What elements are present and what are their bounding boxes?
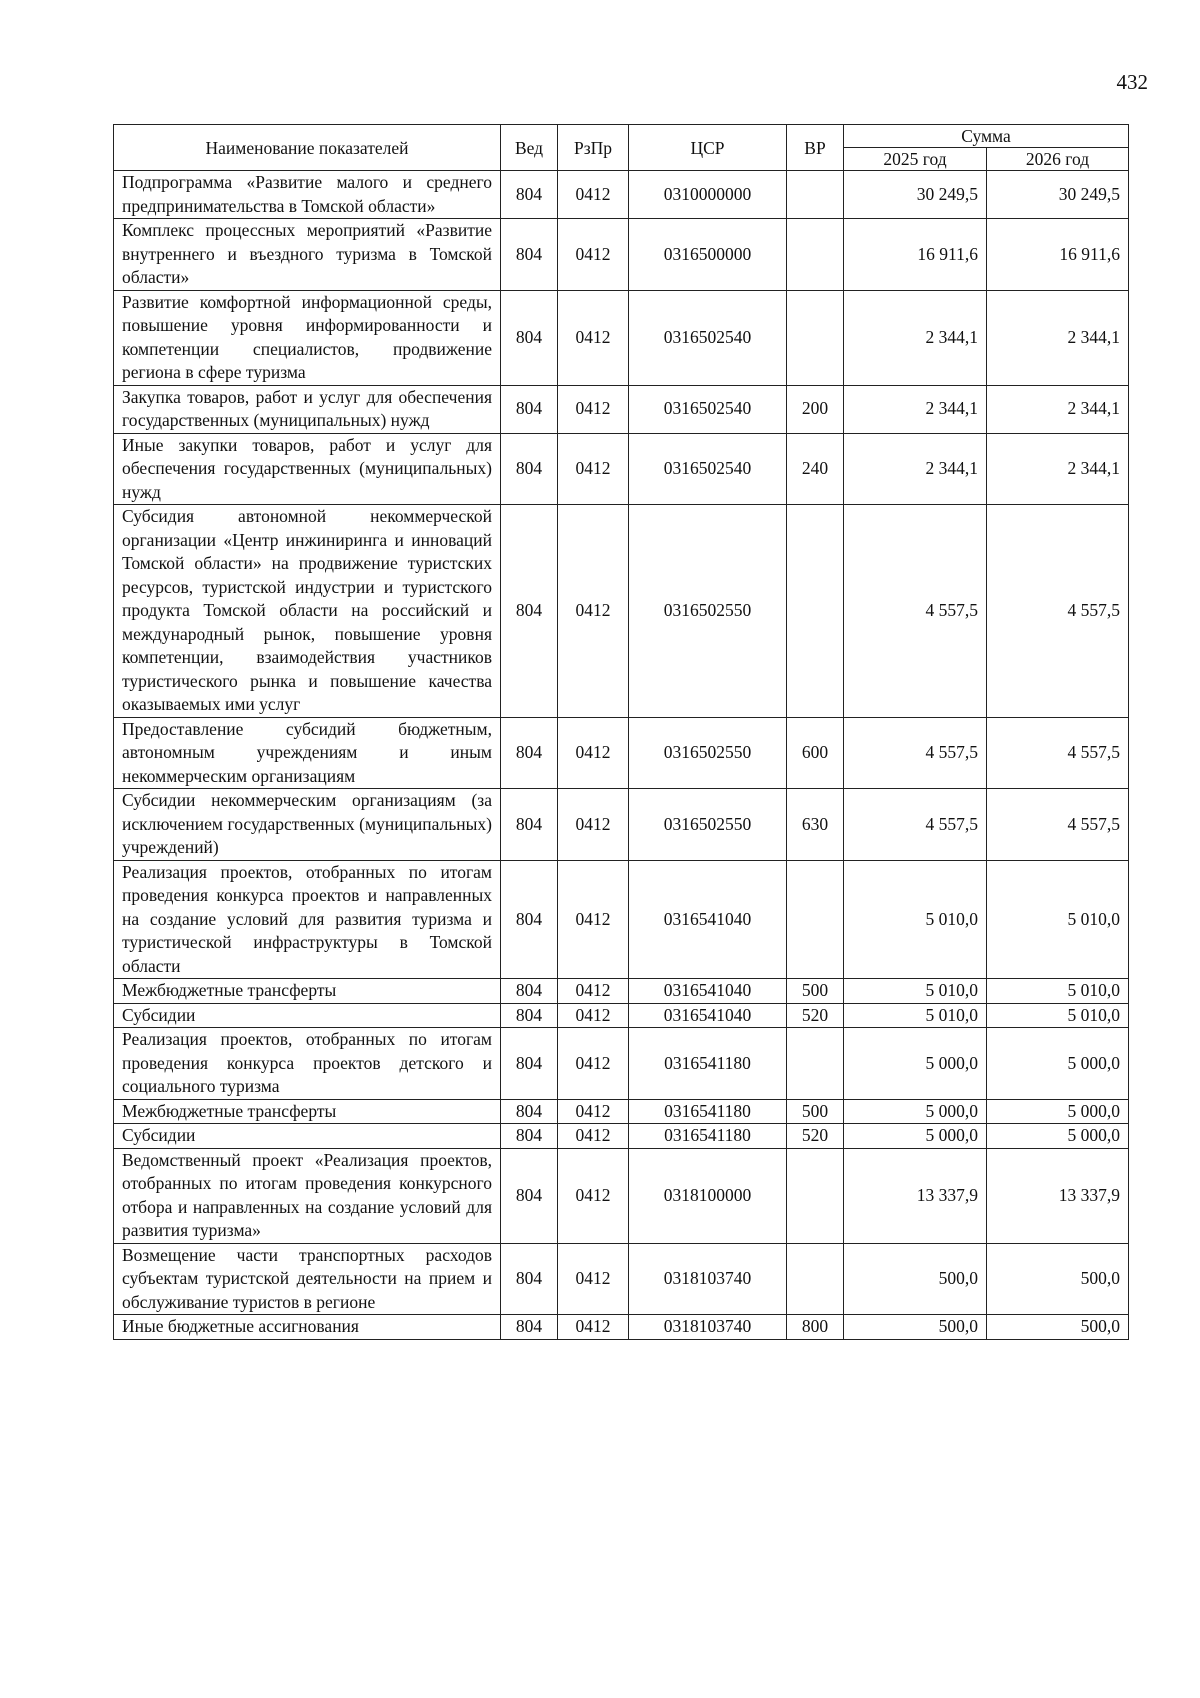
table-row (114, 1003, 1129, 1028)
cell-rzpr: 0412 (558, 717, 629, 789)
cell-sum-2025: 2 344,1 (844, 290, 987, 385)
cell-sum-2026: 5 000,0 (987, 1099, 1129, 1124)
cell-csr: 0316502540 (629, 290, 787, 385)
table-row (114, 290, 1129, 385)
cell-ved: 804 (501, 385, 558, 433)
cell-name: Комплекс процессных мероприятий «Развитие внутреннего и въездного туризма в Томской области» (114, 219, 501, 291)
cell-rzpr: 0412 (558, 1003, 629, 1028)
header-csr: ЦСР (629, 125, 787, 171)
cell-sum-2025: 500,0 (844, 1243, 987, 1315)
cell-name: Межбюджетные трансферты (114, 979, 501, 1004)
table-row (114, 979, 1129, 1004)
cell-rzpr: 0412 (558, 385, 629, 433)
table-row (114, 1148, 1129, 1243)
cell-sum-2025: 4 557,5 (844, 717, 987, 789)
cell-csr: 0316500000 (629, 219, 787, 291)
table-row (114, 505, 1129, 718)
table-row (114, 1124, 1129, 1149)
cell-sum-2025: 5 000,0 (844, 1028, 987, 1100)
cell-rzpr: 0412 (558, 1243, 629, 1315)
cell-sum-2026: 4 557,5 (987, 505, 1129, 718)
cell-csr: 0316502550 (629, 717, 787, 789)
header-year-2026: 2026 год (987, 148, 1129, 171)
cell-name: Реализация проектов, отобранных по итогам проведения конкурса проектов детского и социального туризма (114, 1028, 501, 1100)
cell-name: Реализация проектов, отобранных по итогам проведения конкурса проектов и направленных на создание условий для развития туризма и туристической инфраструктуры в Томской области (114, 860, 501, 979)
table-row (114, 1028, 1129, 1100)
cell-ved: 804 (501, 1148, 558, 1243)
table-row (114, 1099, 1129, 1124)
table-body (114, 171, 1129, 1340)
cell-sum-2025: 16 911,6 (844, 219, 987, 291)
cell-sum-2025: 5 010,0 (844, 860, 987, 979)
cell-sum-2026: 2 344,1 (987, 433, 1129, 505)
cell-ved: 804 (501, 860, 558, 979)
cell-csr: 0316502550 (629, 505, 787, 718)
cell-csr: 0316541180 (629, 1124, 787, 1149)
cell-ved: 804 (501, 1028, 558, 1100)
table-row (114, 433, 1129, 505)
cell-ved: 804 (501, 717, 558, 789)
cell-vr: 800 (787, 1315, 844, 1340)
cell-vr (787, 860, 844, 979)
cell-sum-2025: 2 344,1 (844, 385, 987, 433)
table-row (114, 171, 1129, 219)
header-sum: Сумма (844, 125, 1129, 148)
cell-sum-2025: 4 557,5 (844, 505, 987, 718)
cell-ved: 804 (501, 1099, 558, 1124)
page-number: 432 (1116, 70, 1148, 94)
cell-name: Межбюджетные трансферты (114, 1099, 501, 1124)
table-row (114, 219, 1129, 291)
cell-rzpr: 0412 (558, 433, 629, 505)
cell-sum-2025: 5 010,0 (844, 1003, 987, 1028)
cell-vr: 500 (787, 1099, 844, 1124)
cell-csr: 0310000000 (629, 171, 787, 219)
cell-sum-2026: 500,0 (987, 1243, 1129, 1315)
cell-rzpr: 0412 (558, 219, 629, 291)
cell-sum-2026: 13 337,9 (987, 1148, 1129, 1243)
cell-sum-2026: 2 344,1 (987, 290, 1129, 385)
cell-name: Субсидия автономной некоммерческой организации «Центр инжиниринга и инноваций Томской области» на продвижение туристских ресурсов, туристской индустрии и туристского продукта Томской области на российский и международный рынок, повышение уровня компетенции, взаимодействия участников туристического рынка и повышение качества оказываемых ими услуг (114, 505, 501, 718)
cell-name: Иные бюджетные ассигнования (114, 1315, 501, 1340)
cell-sum-2026: 5 010,0 (987, 979, 1129, 1004)
cell-csr: 0316541180 (629, 1028, 787, 1100)
cell-ved: 804 (501, 1124, 558, 1149)
cell-sum-2025: 4 557,5 (844, 789, 987, 861)
cell-name: Субсидии (114, 1003, 501, 1028)
table-row (114, 717, 1129, 789)
cell-csr: 0316541040 (629, 1003, 787, 1028)
cell-ved: 804 (501, 1003, 558, 1028)
cell-vr: 240 (787, 433, 844, 505)
cell-vr (787, 171, 844, 219)
cell-ved: 804 (501, 1243, 558, 1315)
header-ved: Вед (501, 125, 558, 171)
table-header (114, 125, 1129, 171)
cell-rzpr: 0412 (558, 290, 629, 385)
cell-rzpr: 0412 (558, 860, 629, 979)
table-row (114, 385, 1129, 433)
cell-ved: 804 (501, 1315, 558, 1340)
cell-sum-2025: 30 249,5 (844, 171, 987, 219)
cell-sum-2026: 2 344,1 (987, 385, 1129, 433)
cell-sum-2025: 5 010,0 (844, 979, 987, 1004)
cell-ved: 804 (501, 171, 558, 219)
cell-rzpr: 0412 (558, 1124, 629, 1149)
header-rzpr: РзПр (558, 125, 629, 171)
cell-vr (787, 219, 844, 291)
cell-sum-2026: 30 249,5 (987, 171, 1129, 219)
cell-sum-2025: 5 000,0 (844, 1124, 987, 1149)
cell-sum-2026: 500,0 (987, 1315, 1129, 1340)
cell-ved: 804 (501, 979, 558, 1004)
cell-rzpr: 0412 (558, 789, 629, 861)
cell-rzpr: 0412 (558, 979, 629, 1004)
cell-sum-2026: 5 010,0 (987, 860, 1129, 979)
table-row (114, 789, 1129, 861)
cell-rzpr: 0412 (558, 1315, 629, 1340)
header-name: Наименование показателей (114, 125, 501, 171)
cell-sum-2025: 2 344,1 (844, 433, 987, 505)
cell-vr (787, 1243, 844, 1315)
cell-name: Возмещение части транспортных расходов субъектам туристской деятельности на прием и обслуживание туристов в регионе (114, 1243, 501, 1315)
cell-csr: 0316502540 (629, 385, 787, 433)
cell-sum-2026: 4 557,5 (987, 789, 1129, 861)
budget-table (113, 124, 1129, 1340)
cell-csr: 0316502550 (629, 789, 787, 861)
cell-ved: 804 (501, 789, 558, 861)
cell-sum-2025: 5 000,0 (844, 1099, 987, 1124)
cell-sum-2026: 5 010,0 (987, 1003, 1129, 1028)
cell-csr: 0318100000 (629, 1148, 787, 1243)
cell-name: Развитие комфортной информационной среды, повышение уровня информированности и компетенции специалистов, продвижение региона в сфере туризма (114, 290, 501, 385)
cell-ved: 804 (501, 505, 558, 718)
cell-name: Иные закупки товаров, работ и услуг для обеспечения государственных (муниципальных) нужд (114, 433, 501, 505)
cell-csr: 0318103740 (629, 1243, 787, 1315)
cell-vr (787, 505, 844, 718)
cell-name: Закупка товаров, работ и услуг для обеспечения государственных (муниципальных) нужд (114, 385, 501, 433)
header-year-2025: 2025 год (844, 148, 987, 171)
table-row (114, 1243, 1129, 1315)
table-row (114, 1315, 1129, 1340)
cell-sum-2026: 5 000,0 (987, 1028, 1129, 1100)
cell-sum-2026: 4 557,5 (987, 717, 1129, 789)
cell-name: Ведомственный проект «Реализация проектов, отобранных по итогам проведения конкурсного отбора и направленных на создание условий для развития туризма» (114, 1148, 501, 1243)
table-row (114, 860, 1129, 979)
cell-vr: 600 (787, 717, 844, 789)
cell-ved: 804 (501, 433, 558, 505)
cell-name: Подпрограмма «Развитие малого и среднего предпринимательства в Томской области» (114, 171, 501, 219)
cell-rzpr: 0412 (558, 1028, 629, 1100)
cell-csr: 0316541040 (629, 979, 787, 1004)
cell-name: Предоставление субсидий бюджетным, автономным учреждениям и иным некоммерческим организациям (114, 717, 501, 789)
cell-csr: 0316541040 (629, 860, 787, 979)
cell-csr: 0318103740 (629, 1315, 787, 1340)
header-vr: ВР (787, 125, 844, 171)
cell-sum-2025: 500,0 (844, 1315, 987, 1340)
cell-sum-2026: 16 911,6 (987, 219, 1129, 291)
cell-sum-2026: 5 000,0 (987, 1124, 1129, 1149)
cell-csr: 0316502540 (629, 433, 787, 505)
cell-vr: 520 (787, 1003, 844, 1028)
cell-rzpr: 0412 (558, 1148, 629, 1243)
cell-ved: 804 (501, 219, 558, 291)
cell-csr: 0316541180 (629, 1099, 787, 1124)
cell-vr (787, 1028, 844, 1100)
cell-name: Субсидии некоммерческим организациям (за исключением государственных (муниципальных) учреждений) (114, 789, 501, 861)
cell-vr (787, 1148, 844, 1243)
cell-vr (787, 290, 844, 385)
cell-vr: 630 (787, 789, 844, 861)
cell-rzpr: 0412 (558, 171, 629, 219)
cell-rzpr: 0412 (558, 1099, 629, 1124)
cell-vr: 200 (787, 385, 844, 433)
cell-vr: 520 (787, 1124, 844, 1149)
cell-vr: 500 (787, 979, 844, 1004)
cell-name: Субсидии (114, 1124, 501, 1149)
cell-sum-2025: 13 337,9 (844, 1148, 987, 1243)
cell-ved: 804 (501, 290, 558, 385)
cell-rzpr: 0412 (558, 505, 629, 718)
